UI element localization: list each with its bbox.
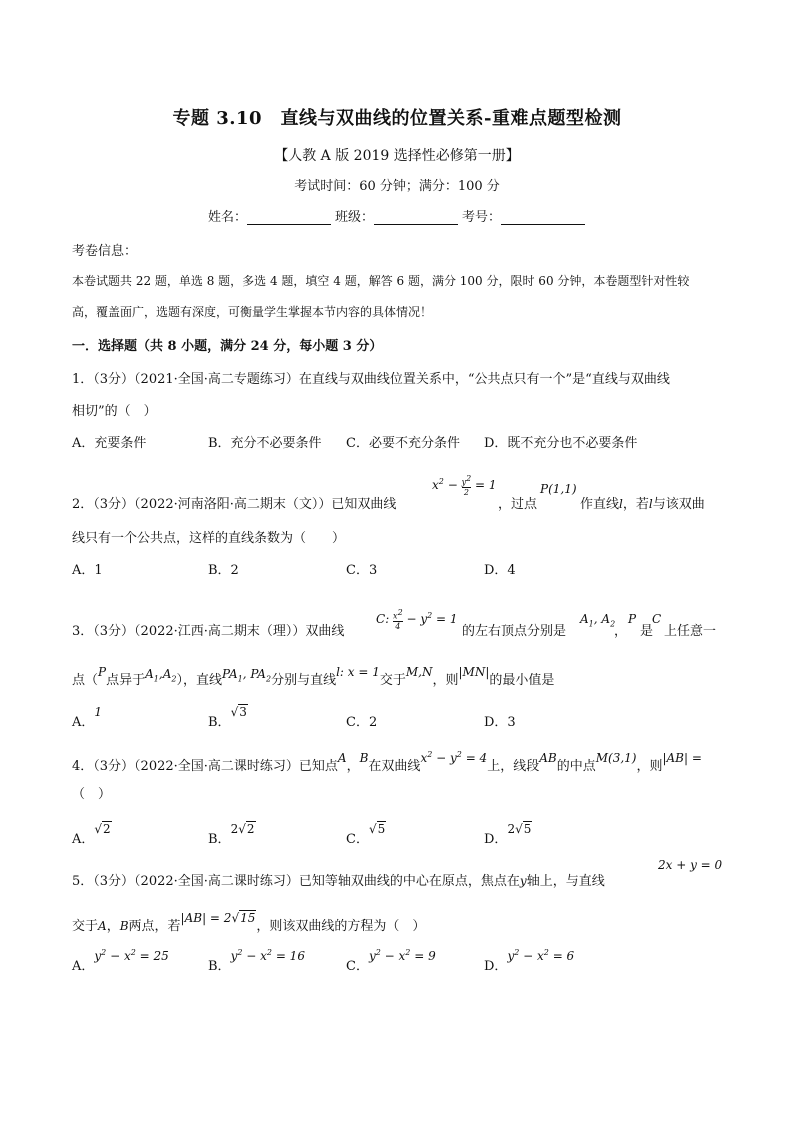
q3-l2e: 交于 (379, 673, 406, 688)
q4-c-value: √5 (368, 822, 386, 836)
class-label: 班级： (335, 210, 375, 225)
q5-option-b (208, 948, 305, 974)
q3-absmn: |MN| (458, 665, 490, 679)
q5-prefix: 5．（3分）（2022·全国·高二课时练习）已知等轴双曲线的中心在原点，焦点在 (72, 874, 520, 889)
q2-exp2: 2 (466, 474, 472, 483)
q3-exp: 2 (397, 608, 403, 617)
q5-abs-ab: |AB| = 2√15 (180, 911, 256, 925)
q3-mid2: ， (614, 624, 628, 639)
q3-b-label: B． (208, 715, 231, 730)
q4-d-label: D． (484, 832, 508, 847)
q4-option-a (72, 822, 112, 847)
q3-b-radicand: 3 (239, 705, 247, 719)
q2-point: P(1,1) (540, 482, 577, 496)
page-title: 专题 3.10 直线与双曲线的位置关系-重难点题型检测 (172, 108, 622, 129)
q3-l2b: 点异于 (106, 673, 146, 688)
q4-c-label: C． (346, 832, 369, 847)
q3-fraction: $\frac{x^2}{4}$ (393, 608, 403, 631)
q4-d-value: 2√5 (507, 822, 532, 836)
q4-mid2: 在双曲线 (368, 759, 421, 774)
q5-l2b: ， (106, 919, 120, 934)
q5-option-c (346, 948, 436, 974)
q4-ab: AB (539, 751, 557, 765)
q4-prefix: 4．（3分）（2022·全国·高二课时练习）已知点 (72, 759, 338, 774)
q4-line-1 (72, 750, 702, 774)
info-line-2: 高，覆盖面广，选题有深度，可衡量学生掌握本节内容的具体情况！ (72, 305, 433, 319)
q2-line-1 (72, 493, 396, 512)
q4-d-radicand: 5 (523, 822, 532, 836)
q1-line-1: 1．（3分）（2021·全国·高二专题练习）在直线与双曲线位置关系中，“公共点只有一个”是“直线与双曲线 (72, 372, 670, 387)
q5-d-eq: = 6 (552, 949, 575, 963)
q2-line-1-tail (580, 493, 705, 512)
q4-a-value: √2 (94, 822, 111, 836)
q5-ab-radicand: 15 (240, 911, 256, 925)
q3-mid: 的左右顶点分别是 (462, 624, 567, 639)
q4-b-label: B． (208, 832, 231, 847)
q4-m: M(3,1) (595, 751, 637, 765)
q3-line-2 (72, 665, 555, 689)
q5-a: A (98, 919, 107, 933)
q3-b-value: √3 (230, 705, 247, 719)
id-blank (501, 210, 585, 225)
q3-exp2: 2 (427, 610, 433, 620)
q3-mid3: 是 (640, 624, 654, 639)
q5-d-value: $y^2 - x^2 = 6$ (507, 948, 575, 963)
q5-mid: 轴上，与直线 (526, 874, 605, 889)
q4-b: B (359, 751, 369, 765)
q3-option-b (208, 705, 248, 730)
q2-den: 2 (463, 487, 469, 497)
info-line-1: 本卷试题共 22 题，单选 8 题，多选 4 题，填空 4 题，解答 6 题，满分 100 分，限时 60 分钟，本卷题型针对性较 (72, 274, 690, 288)
q5-a-label: A． (72, 959, 95, 974)
q4-b-value: 2√2 (230, 822, 255, 836)
q3-line: l: x = 1 (336, 665, 380, 679)
q2-option-a: A．1 (72, 563, 103, 578)
q2-option-b: B．2 (208, 563, 239, 578)
q5-a-eq: = 25 (139, 949, 169, 963)
q4-mid3: 上，线段 (487, 759, 540, 774)
q1-line-2: 相切”的（ ） (72, 404, 157, 419)
q3-hyperbola-equation: C: $\frac{x^2}{4}$ − $y^2 = 1$ (376, 608, 458, 631)
q5-b-label: B． (208, 959, 231, 974)
name-blank (247, 210, 331, 225)
q3-den: 4 (395, 621, 401, 631)
q4-c-radicand: 5 (377, 822, 386, 836)
q5-line-equation: 2x + y = 0 (658, 858, 723, 872)
q2-prefix: 2．（3分）（2022·河南洛阳·高二期末（文））已知双曲线 (72, 497, 397, 512)
q2-mid2: 作直线 (580, 497, 620, 512)
q4-abs-ab: |AB| = (662, 751, 702, 765)
q2-exp: 2 (438, 476, 444, 486)
q5-c-eq: = 9 (414, 949, 436, 963)
q4-option-c (346, 822, 386, 847)
q2-line-2: 线只有一个公共点，这样的直线条数为（ ） (72, 531, 346, 546)
exam-time: 考试时间：60 分钟；满分：100 分 (294, 179, 500, 194)
q4-hyperbola: $x^2 - y^2 = 4$ (420, 750, 488, 765)
q5-b: B (119, 919, 129, 933)
q3-option-a (72, 705, 103, 730)
q5-b-eq: = 16 (275, 949, 305, 963)
q3-line-1-tail (614, 620, 627, 639)
q5-l2c: 两点，若 (128, 919, 181, 934)
q5-ab-text: |AB| = 2 (180, 911, 232, 925)
q2-l2: l (648, 497, 653, 511)
q5-line-1 (72, 870, 605, 889)
q1-option-b: B．充分不必要条件 (208, 436, 322, 451)
q4-mid5: ，则 (636, 759, 663, 774)
q4-b-coef: 2 (230, 822, 239, 836)
q3-l2d: 分别与直线 (271, 673, 337, 688)
q4-option-b (208, 822, 256, 847)
q2-hyperbola-equation: $x^2$ − $\frac{y^2}{2}$ = 1 (432, 474, 497, 497)
q2-fraction: $\frac{y^2}{2}$ (461, 474, 472, 497)
q1-option-c: C．必要不充分条件 (346, 436, 460, 451)
q5-option-a (72, 948, 169, 974)
name-label: 姓名： (208, 210, 248, 225)
q3-a-label: A． (72, 715, 95, 730)
q4-d-coef: 2 (507, 822, 516, 836)
q3-eq1: = 1 (436, 611, 458, 626)
q3-vertices: $A_1$, $A_2$ (580, 612, 616, 629)
q4-option-d (484, 822, 532, 847)
q3-option-c: C．2 (346, 715, 378, 730)
q4-line-2: （ ） (72, 787, 112, 802)
q3-a-value: 1 (94, 705, 103, 719)
q3-pa: $PA_1$, $PA_2$ (221, 667, 272, 684)
q2-option-d: D．4 (484, 563, 516, 578)
q3-suffix: 上任意一 (664, 624, 717, 639)
q3-l2c: ），直线 (176, 673, 222, 688)
q5-c-label: C． (346, 959, 369, 974)
q5-c-value: $y^2 - x^2 = 9$ (368, 948, 436, 963)
q4-mid: ， (346, 759, 360, 774)
q3-c: C (376, 611, 386, 626)
q2-option-c: C．3 (346, 563, 378, 578)
q5-l2d: ，则该双曲线的方程为（ ） (256, 919, 426, 934)
page-subtitle: 【人教 A 版 2019 选择性必修第一册】 (274, 148, 520, 164)
q2-suffix: 与该双曲 (652, 497, 705, 512)
q4-a-label: A． (72, 832, 95, 847)
q1-option-a: A．充要条件 (72, 436, 147, 451)
info-heading: 考卷信息： (72, 244, 138, 259)
q4-a-radicand: 2 (103, 822, 111, 836)
q4-a: A (337, 751, 347, 765)
q2-l1: l (619, 497, 623, 511)
q3-p2: P (98, 665, 107, 679)
q5-line-2 (72, 911, 426, 934)
q2-mid3: ，若 (622, 497, 649, 512)
q4-mid4: 的中点 (556, 759, 596, 774)
student-info-line (208, 206, 589, 225)
q5-a-value: $y^2 - x^2 = 25$ (94, 948, 169, 963)
q3-mn: M,N (405, 665, 433, 679)
q3-option-d: D．3 (484, 715, 516, 730)
q5-l2a: 交于 (72, 919, 99, 934)
q2-mid: ，过点 (498, 497, 538, 512)
section-title: 一．选择题（共 8 小题，满分 24 分，每小题 3 分） (72, 339, 383, 354)
q5-y: y (519, 874, 527, 888)
q5-b-value: $y^2 - x^2 = 16$ (230, 948, 305, 963)
q1-option-d: D．既不充分也不必要条件 (484, 436, 638, 451)
q5-option-d (484, 948, 575, 974)
q3-c2: C (652, 612, 662, 626)
q3-l2f: ，则 (432, 673, 459, 688)
q3-l2a: 点（ (72, 673, 99, 688)
q5-d-label: D． (484, 959, 508, 974)
q3-p: P (628, 612, 637, 626)
q3-prefix: 3．（3分）（2022·江西·高二期末（理））双曲线 (72, 624, 345, 639)
class-blank (374, 210, 458, 225)
q3-l2g: 的最小值是 (489, 673, 555, 688)
q3-a1a2: $A_1,A_2$ (145, 667, 177, 684)
id-label: 考号： (462, 210, 502, 225)
q4-b-radicand: 2 (246, 822, 255, 836)
q2-eq1: = 1 (475, 477, 497, 492)
